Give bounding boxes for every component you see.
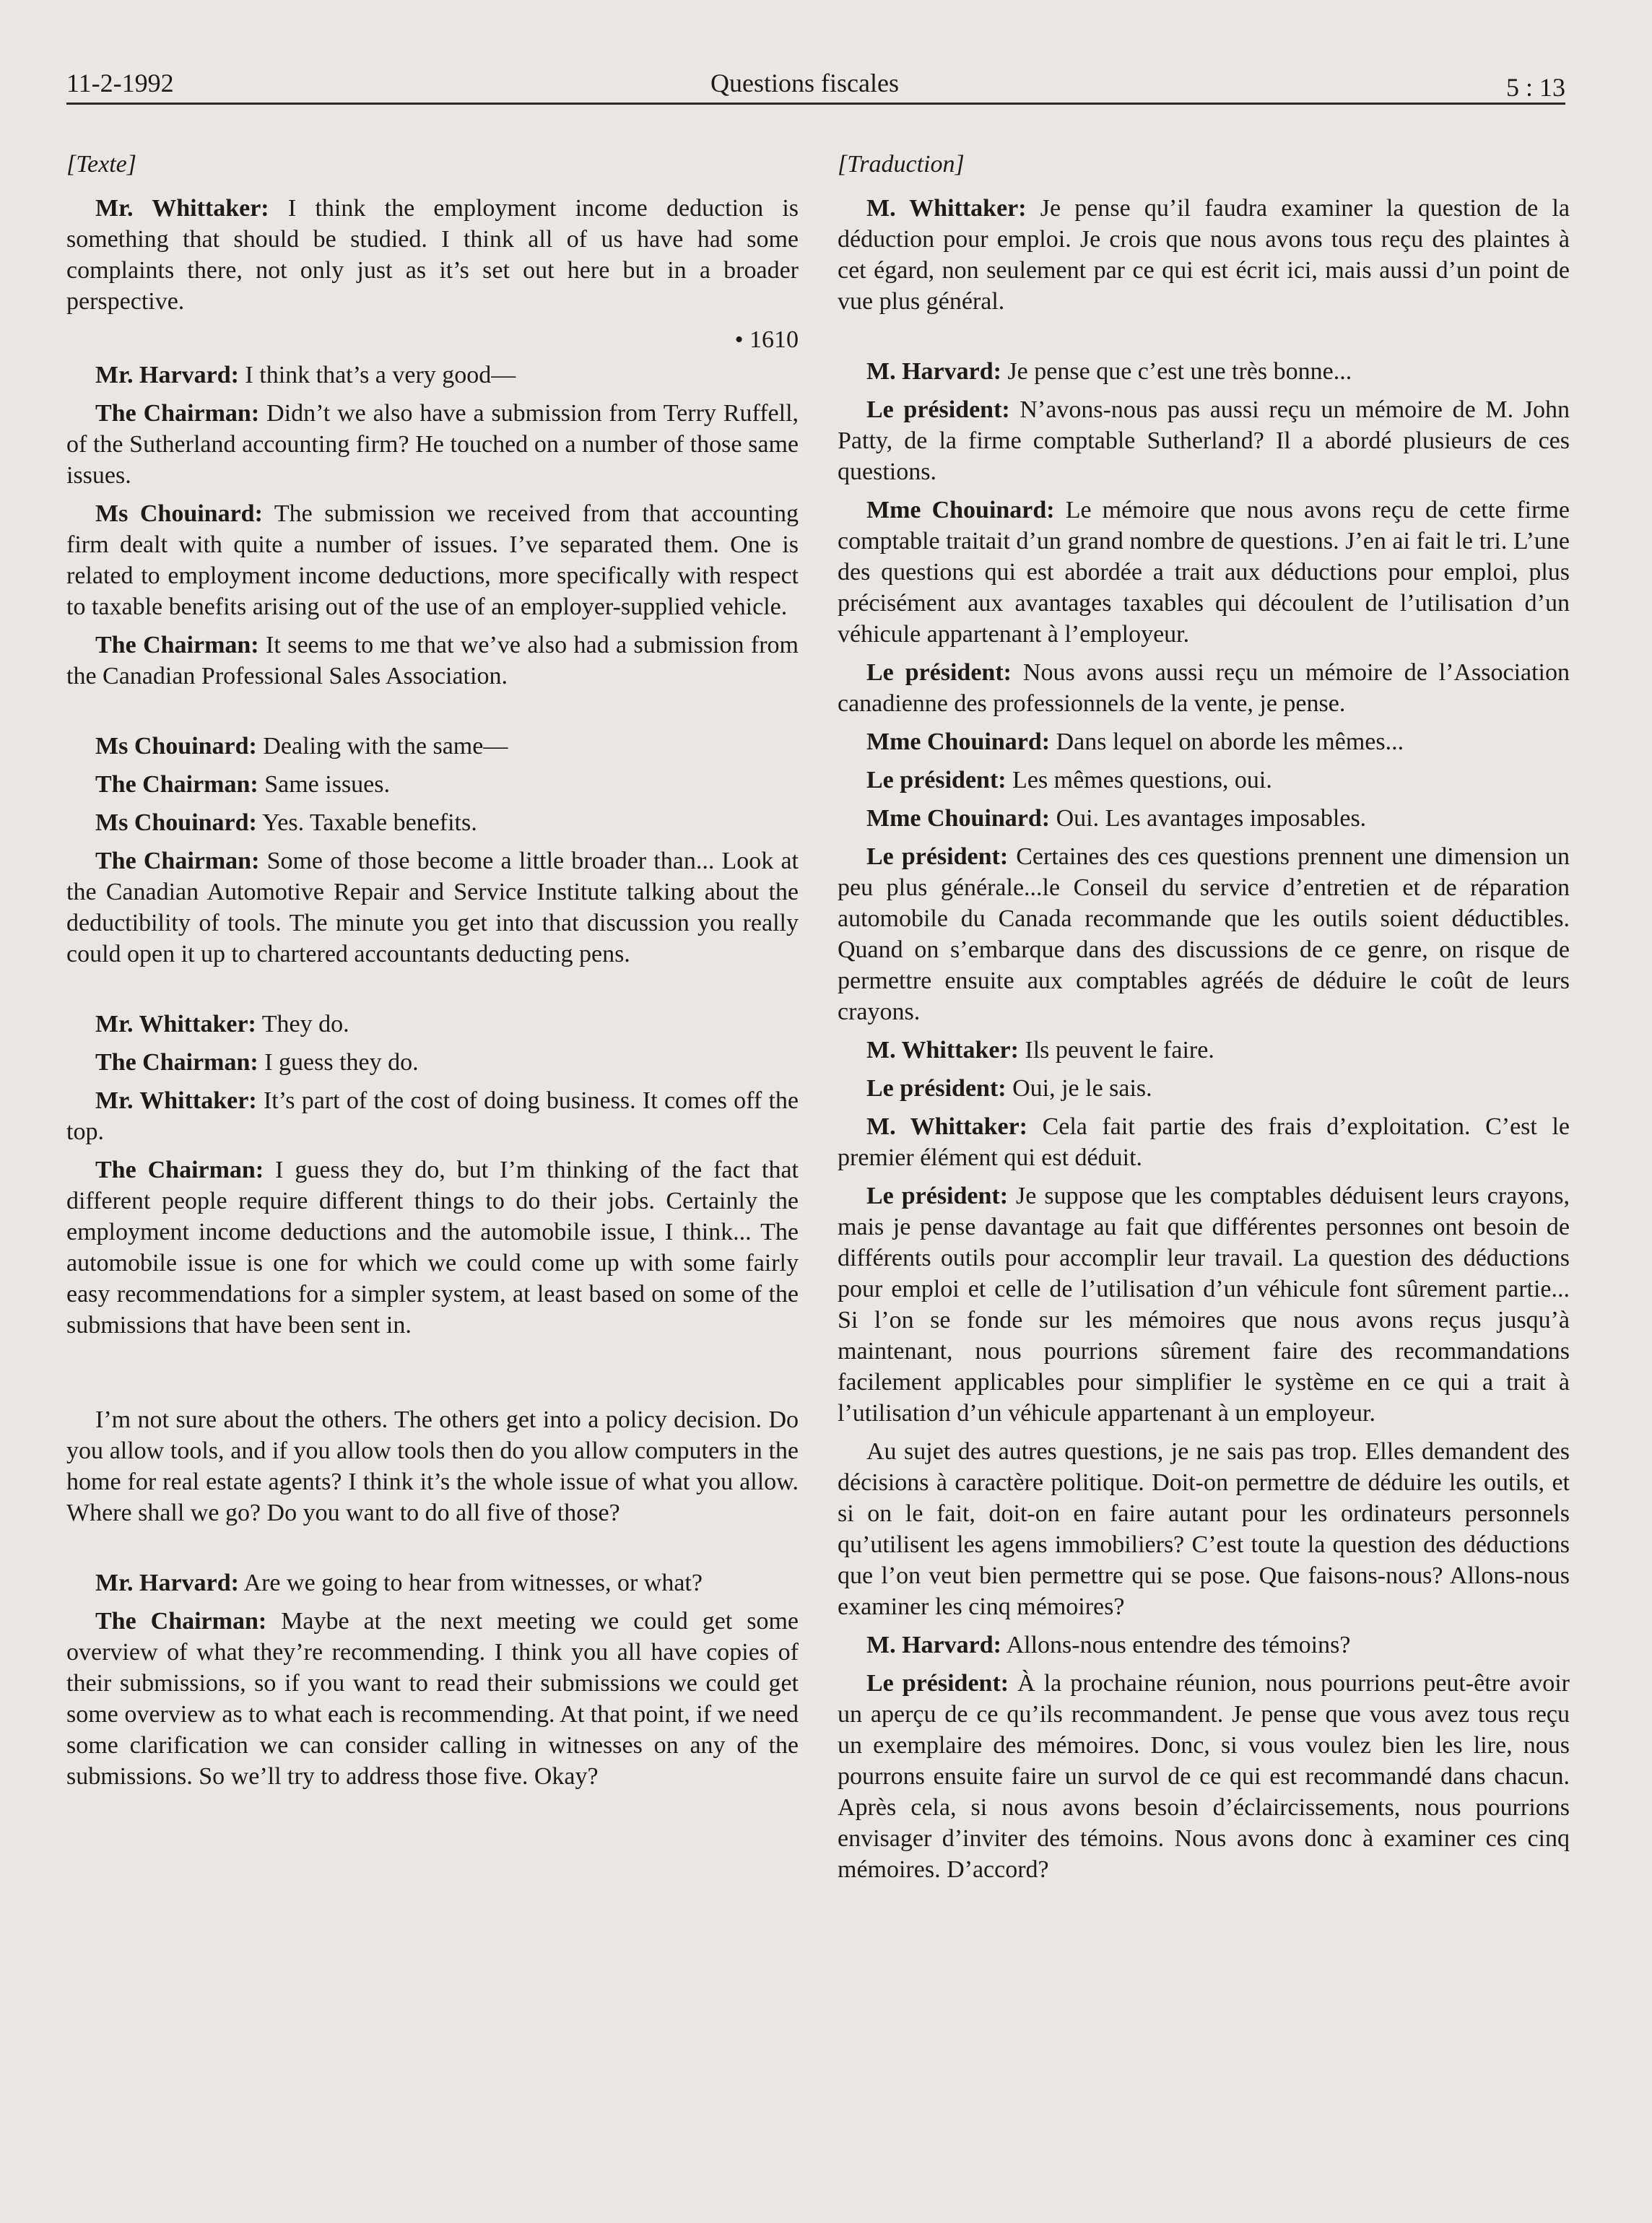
page-header	[66, 65, 1565, 105]
speech-text: Je suppose que les comptables déduisent leurs crayons, mais je pense davantage au fait que différentes personnes ont besoin de différents outils pour accomplir leur travail. La question des déductions pour emploi et celle de l’utilisation d’un véhicule font sûrement partie... Si l’on se fonde sur les mémoires que nous avons reçus jusqu’à maintenant, nous pourrions sûrement faire des recommandations facilement applicables pour simplifier le système en ce qui a trait à l’utilisation d’un véhicule appartenant à un employeur.	[838, 1183, 1570, 1427]
speaker-name: Mr. Whittaker:	[95, 1087, 257, 1114]
speech-text: I guess they do.	[258, 1049, 419, 1076]
paragraph	[66, 1567, 799, 1598]
paragraph	[66, 1606, 799, 1792]
paragraph	[66, 498, 799, 622]
speaker-name: M. Whittaker:	[866, 1113, 1027, 1140]
speaker-name: Le président:	[866, 1075, 1007, 1102]
speaker-name: The Chairman:	[95, 1157, 264, 1183]
translation-tag: [Traduction]	[838, 151, 965, 178]
speech-text: Nous avons aussi reçu un mémoire de l’Association canadienne des professionnels de la vente, je pense.	[838, 659, 1570, 717]
paragraph	[838, 841, 1570, 1027]
paragraph	[66, 769, 799, 800]
speaker-name: Le président:	[866, 659, 1012, 686]
speech-text: Allons-nous entendre des témoins?	[1001, 1632, 1351, 1658]
speaker-name: The Chairman:	[95, 632, 259, 658]
speech-text: I think that’s a very good—	[238, 362, 516, 388]
time-marker: • 1610	[734, 326, 799, 353]
speaker-name: Mr. Harvard:	[95, 362, 239, 388]
speech-text: Didn’t we also have a submission from Terry Ruffell, of the Sutherland accounting firm? He touched on a number of those same issues.	[66, 400, 799, 489]
paragraph	[66, 807, 799, 838]
speaker-name: Mme Chouinard:	[866, 805, 1051, 832]
speech-text: Maybe at the next meeting we could get some overview of what they’re recommending. I think you all have copies of their submissions, so if you want to read their submissions we could get some overview as to what each is recommending. At that point, if we need some clarification we can consider calling in witnesses on any of the submissions. So we’ll try to address those five. Okay?	[66, 1608, 799, 1790]
speech-text: Dealing with the same—	[256, 733, 508, 760]
speech-text: I guess they do, but I’m thinking of the fact that different people require different things to do their jobs. Certainly the employment income deductions and the automobile issue, I think... The automobile issue is one for which we could come up with some fairly easy recommendations for a simpler system, at least based on some of the submissions that have been sent in.	[66, 1157, 799, 1339]
speech-text: Oui, je le sais.	[1006, 1075, 1152, 1102]
speech-text: Je pense que c’est une très bonne...	[1001, 358, 1352, 385]
header-title: Questions fiscales	[710, 69, 899, 97]
speech-text: It seems to me that we’ve also had a submission from the Canadian Professional Sales Association.	[66, 632, 799, 689]
speech-text: Same issues.	[258, 771, 391, 798]
paragraph	[66, 398, 799, 491]
speech-text: Certaines des ces questions prennent une dimension un peu plus générale...le Conseil du service d’entretien et de réparation automobile du Canada recommande que les outils soient déductibles. Quand on s’embarque dans des discussions de ce genre, on risque de permettre ensuite aux comptables agréés de déduire le coût de leurs crayons.	[838, 843, 1570, 1025]
paragraph	[838, 803, 1570, 834]
speaker-name: Mme Chouinard:	[866, 728, 1051, 755]
speech-text: Au sujet des autres questions, je ne sais pas trop. Elles demandent des décisions à caractère politique. Doit-on permettre de déduire les outils, et si on le fait, doit-on en faire autant pour les ordinateurs personnels qu’utilisent les agens immobiliers? C’est toute la question des déductions que l’on veut bien permettre qui se pose. Que faisons-nous? Allons-nous examiner les cinq mémoires?	[838, 1438, 1570, 1620]
speaker-name: The Chairman:	[95, 848, 260, 874]
paragraph	[66, 630, 799, 692]
speech-text: It’s part of the cost of doing business. It comes off the top.	[66, 1087, 799, 1145]
speaker-name: Mr. Whittaker:	[95, 1011, 256, 1037]
paragraph	[66, 731, 799, 762]
speech-text: Yes. Taxable benefits.	[256, 809, 477, 836]
english-column	[66, 149, 799, 1799]
speech-text: They do.	[256, 1011, 349, 1037]
speech-text: À la prochaine réunion, nous pourrions peut-être avoir un aperçu de ce qu’ils recommandent. Je pense que vous avez tous reçu un exemplaire des mémoires. Donc, si vous voulez bien les lire, nous pourrons ensuite faire un survol de ce qui est recommandé dans chacun. Après cela, si nous avons besoin d’éclaircissements, nous pourrions envisager d’inviter des témoins. Nous avons donc à examiner ces cinq mémoires. D’accord?	[838, 1670, 1570, 1883]
paragraph	[838, 1668, 1570, 1885]
speech-text: Les mêmes questions, oui.	[1006, 767, 1272, 793]
speaker-name: Le président:	[866, 767, 1007, 793]
paragraph	[838, 1630, 1570, 1661]
paragraph	[838, 356, 1570, 387]
speech-text: Cela fait partie des frais d’exploitation. C’est le premier élément qui est déduit.	[838, 1113, 1570, 1171]
speech-text: The submission we received from that accounting firm dealt with quite a number of issues. I’ve separated them. One is related to employment income deductions, more specifically with respect to taxable benefits arising out of the use of an employer-supplied vehicle.	[66, 500, 799, 620]
speaker-name: The Chairman:	[95, 1608, 267, 1635]
paragraph	[66, 1009, 799, 1040]
speaker-name: Ms Chouinard:	[95, 500, 263, 527]
speech-text: I think the employment income deduction is something that should be studied. I think all of us have had some complaints there, not only just as it’s set out here but in a broader perspective.	[66, 195, 799, 315]
paragraph	[66, 845, 799, 970]
speech-text: Je pense qu’il faudra examiner la question de la déduction pour emploi. Je crois que nous avons tous reçu des plaintes à cet égard, non seulement par ce qui est écrit ici, mais aussi d’un point de vue plus général.	[838, 195, 1570, 315]
paragraph	[66, 193, 799, 317]
speech-text: Dans lequel on aborde les mêmes...	[1050, 728, 1404, 755]
paragraph	[66, 360, 799, 391]
speech-text: Le mémoire que nous avons reçu de cette firme comptable traitait d’un grand nombre de questions. J’en ai fait le tri. L’une des questions qui est abordée a trait aux déductions pour emploi, plus précisément aux avantages taxables qui découlent de l’utilisation d’un véhicule appartenant à l’employeur.	[838, 497, 1570, 648]
speaker-name: M. Whittaker:	[866, 1037, 1019, 1063]
speech-text: Oui. Les avantages imposables.	[1050, 805, 1367, 832]
paragraph	[838, 765, 1570, 796]
paragraph	[838, 726, 1570, 757]
speaker-name: The Chairman:	[95, 1049, 258, 1076]
paragraph	[838, 1111, 1570, 1173]
speaker-name: M. Harvard:	[866, 358, 1001, 385]
speech-text: Some of those become a little broader than... Look at the Canadian Automotive Repair and Service Institute talking about the deductibility of tools. The minute you get into that discussion you really could open it up to chartered accountants deducting pens.	[66, 848, 799, 967]
paragraph	[66, 1085, 799, 1147]
speaker-name: M. Whittaker:	[866, 195, 1027, 222]
paragraph	[66, 1404, 799, 1528]
paragraph	[838, 1436, 1570, 1622]
speaker-name: Mr. Harvard:	[95, 1570, 239, 1596]
speaker-name: M. Harvard:	[866, 1632, 1001, 1658]
french-column	[838, 149, 1570, 1892]
speaker-name: Mme Chouinard:	[866, 497, 1055, 523]
speech-text: Are we going to hear from witnesses, or what?	[238, 1570, 703, 1596]
speech-text: I’m not sure about the others. The others get into a policy decision. Do you allow tools, and if you allow tools then do you allow computers in the home for real estate agents? I think it’s the whole issue of what you allow. Where shall we go? Do you want to do all five of those?	[66, 1406, 799, 1526]
speaker-name: Le président:	[866, 1670, 1009, 1697]
text-tag: [Texte]	[66, 151, 136, 178]
paragraph	[838, 495, 1570, 650]
speaker-name: Ms Chouinard:	[95, 733, 257, 760]
speaker-name: Le président:	[866, 843, 1009, 870]
paragraph	[838, 1035, 1570, 1066]
header-date: 11-2-1992	[66, 69, 174, 97]
speaker-name: Ms Chouinard:	[95, 809, 257, 836]
paragraph	[838, 193, 1570, 317]
speech-text: Ils peuvent le faire.	[1018, 1037, 1214, 1063]
header-page-number: 5 : 13	[1505, 73, 1565, 102]
paragraph	[66, 1047, 799, 1078]
speaker-name: Mr. Whittaker:	[95, 195, 269, 222]
paragraph	[838, 394, 1570, 487]
speaker-name: The Chairman:	[95, 771, 258, 798]
speaker-name: The Chairman:	[95, 400, 260, 427]
paragraph	[838, 1180, 1570, 1429]
speaker-name: Le président:	[866, 1183, 1009, 1209]
paragraph	[838, 1073, 1570, 1104]
speaker-name: Le président:	[866, 396, 1010, 423]
paragraph	[66, 1154, 799, 1341]
speech-text: N’avons-nous pas aussi reçu un mémoire de M. John Patty, de la firme comptable Sutherland? Il a abordé plusieurs de ces questions.	[838, 396, 1570, 485]
paragraph	[838, 657, 1570, 719]
